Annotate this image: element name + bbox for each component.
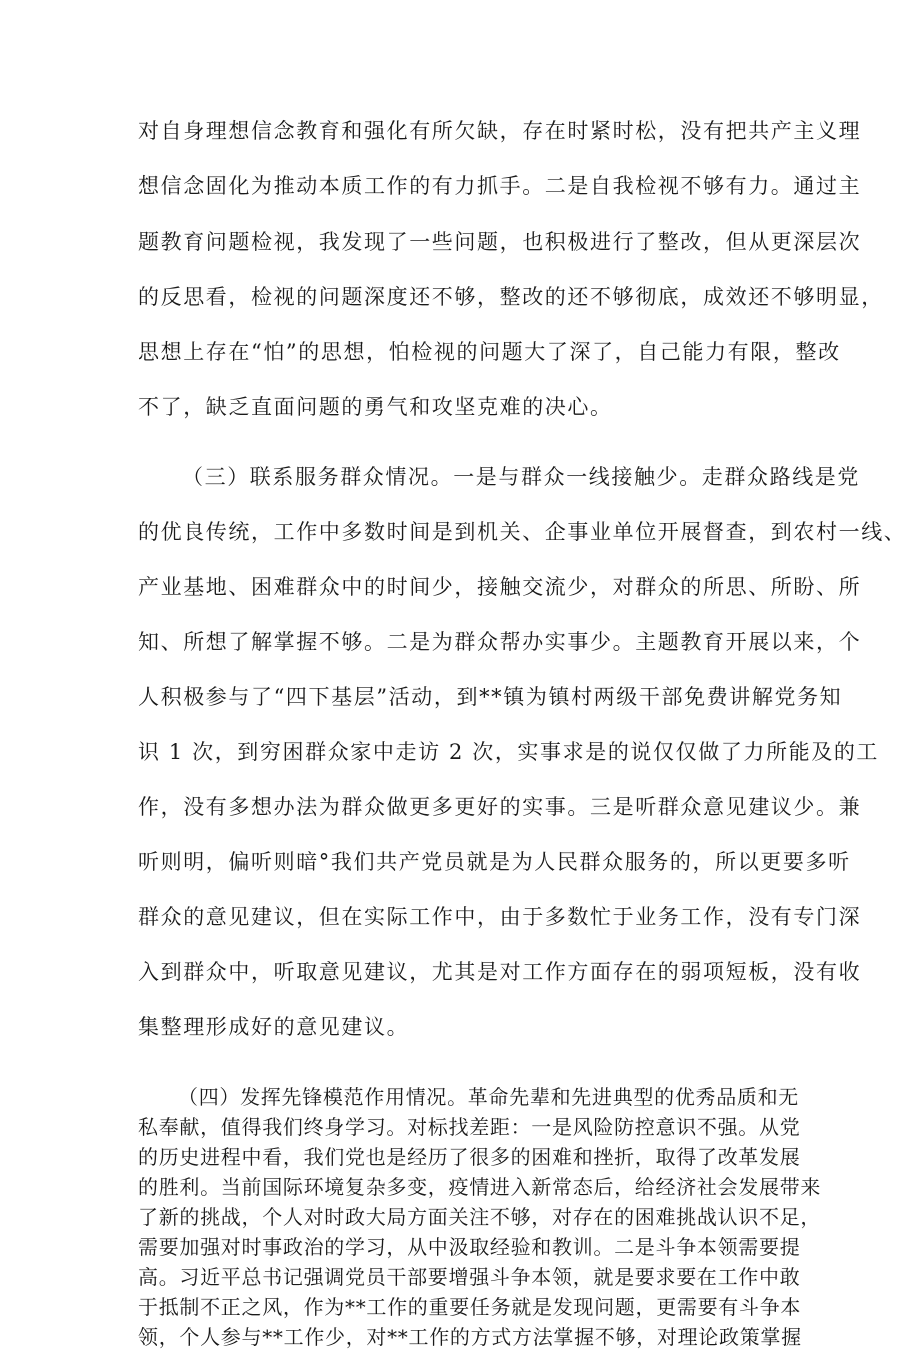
text-line: 了新的挑战，个人对时政大局方面关注不够，对存在的困难挑战认识不足， xyxy=(138,1205,822,1229)
text-line: 领，个人参与**工作少，对**工作的方式方法掌握不够，对理论政策掌握 xyxy=(138,1325,802,1349)
text-line: 的反思看，检视的问题深度还不够，整改的还不够彻底，成效还不够明显， xyxy=(138,285,884,309)
section-heading-line: （四）发挥先锋模范作用情况。革命先辈和先进典型的优秀品质和无 xyxy=(178,1085,799,1109)
text-line: 入到群众中，听取意见建议，尤其是对工作方面存在的弱项短板，没有收 xyxy=(138,960,862,984)
text-line: 人积极参与了“四下基层”活动，到**镇为镇村两级干部免费讲解党务知 xyxy=(138,685,843,709)
text-line: 不了，缺乏直面问题的勇气和攻坚克难的决心。 xyxy=(138,395,613,419)
text-line: 产业基地、困难群众中的时间少，接触交流少，对群众的所思、所盼、所 xyxy=(138,575,862,599)
text-line: 听则明，偏听则暗°我们共产党员就是为人民群众服务的，所以更要多听 xyxy=(138,850,851,874)
text-line: 知、所想了解掌握不够。二是为群众帮办实事少。主题教育开展以来，个 xyxy=(138,630,862,654)
text-line: 的历史进程中看，我们党也是经历了很多的困难和挫折，取得了改革发展 xyxy=(138,1145,801,1169)
text-line: 的胜利。当前国际环境复杂多变，疫情进入新常态后，给经济社会发展带来 xyxy=(138,1175,822,1199)
text-line: 群众的意见建议，但在实际工作中，由于多数忙于业务工作，没有专门深 xyxy=(138,905,862,929)
text-line: 的优良传统，工作中多数时间是到机关、企事业单位开展督查，到农村一线、 xyxy=(138,520,907,544)
text-line: 识 1 次，到穷困群众家中走访 2 次，实事求是的说仅仅做了力所能及的工 xyxy=(138,740,880,764)
text-line: 作，没有多想办法为群众做更多更好的实事。三是听群众意见建议少。兼 xyxy=(138,795,862,819)
text-line: 题教育问题检视，我发现了一些问题，也积极进行了整改，但从更深层次 xyxy=(138,230,862,254)
text-line: 对自身理想信念教育和强化有所欠缺，存在时紧时松，没有把共产主义理 xyxy=(138,119,862,143)
text-line: 私奉献，值得我们终身学习。对标找差距：一是风险防控意识不强。从党 xyxy=(138,1115,801,1139)
text-line: 想信念固化为推动本质工作的有力抓手。二是自我检视不够有力。通过主 xyxy=(138,174,862,198)
text-line: 需要加强对时事政治的学习，从中汲取经验和教训。二是斗争本领需要提 xyxy=(138,1235,801,1259)
section-heading-line: （三）联系服务群众情况。一是与群众一线接触少。走群众路线是党 xyxy=(182,465,860,489)
text-line: 于抵制不正之风，作为**工作的重要任务就是发现问题，更需要有斗争本 xyxy=(138,1295,802,1319)
text-line: 集整理形成好的意见建议。 xyxy=(138,1015,410,1039)
text-line: 高。习近平总书记强调党员干部要增强斗争本领，就是要求要在工作中敢 xyxy=(138,1265,801,1289)
text-line: 思想上存在“怕”的思想，怕检视的问题大了深了，自己能力有限，整改 xyxy=(138,340,841,364)
